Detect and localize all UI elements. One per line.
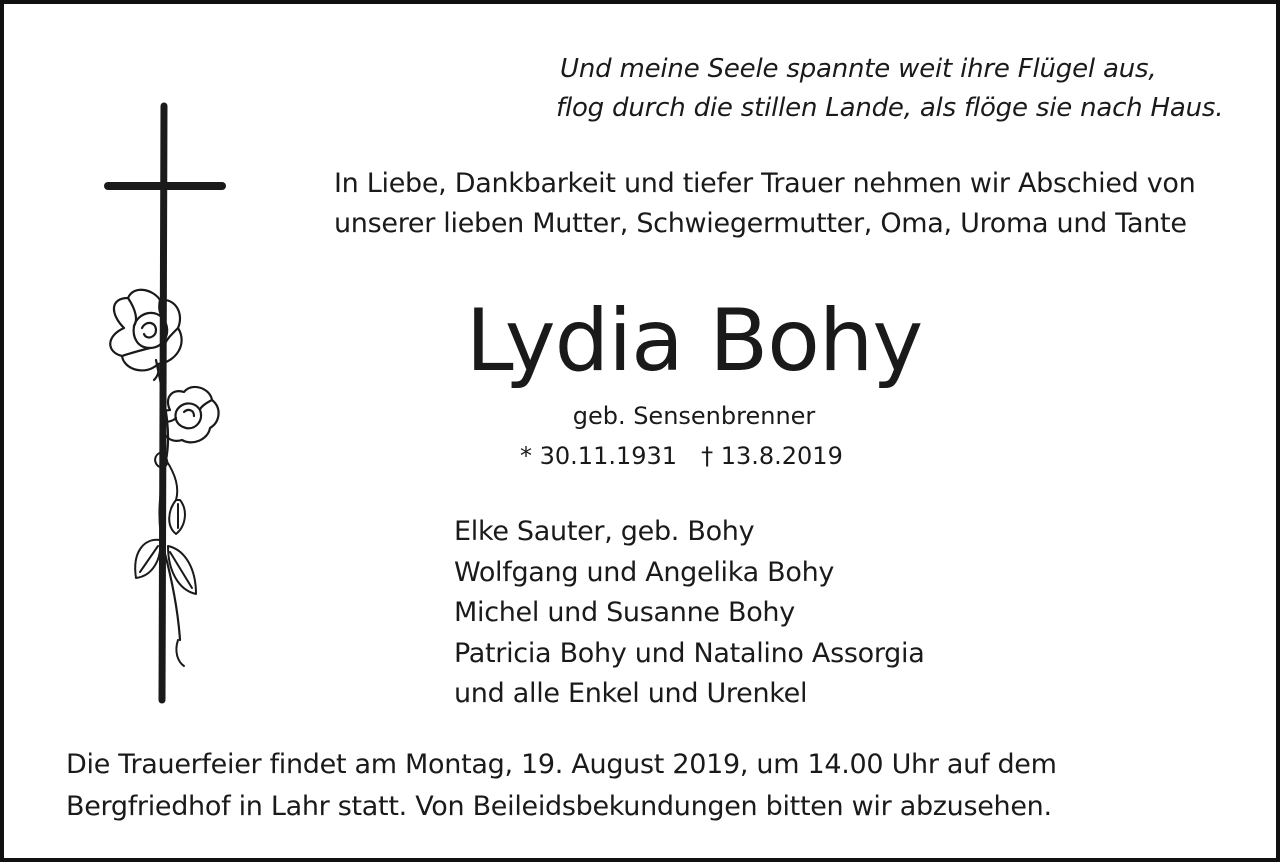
birth-date: 30.11.1931 bbox=[539, 442, 678, 470]
service-line-1: Die Trauerfeier findet am Montag, 19. August 2019, um 14.00 Uhr auf dem bbox=[66, 749, 1057, 780]
quote-line-2: flog durch die stillen Lande, als flöge sie nach Haus. bbox=[556, 93, 1224, 123]
survivor-item: Michel und Susanne Bohy bbox=[454, 597, 795, 628]
survivor-item: Elke Sauter, geb. Bohy bbox=[454, 516, 755, 547]
death-symbol: † bbox=[701, 442, 714, 470]
memorial-quote bbox=[556, 50, 1224, 128]
death-date: 13.8.2019 bbox=[720, 442, 843, 470]
survivor-item: Patricia Bohy und Natalino Assorgia bbox=[454, 637, 925, 669]
deceased-name: Lydia Bohy bbox=[465, 291, 923, 391]
survivor-item: und alle Enkel und Urenkel bbox=[454, 678, 808, 709]
survivor-item: Wolfgang und Angelika Bohy bbox=[454, 556, 835, 588]
birth-name: geb. Sensenbrenner bbox=[572, 402, 816, 430]
quote-line-1: Und meine Seele spannte weit ihre Flügel aus, bbox=[560, 54, 1157, 84]
farewell-intro bbox=[334, 164, 1195, 244]
funeral-service-info bbox=[66, 744, 1057, 828]
intro-line-1: In Liebe, Dankbarkeit und tiefer Trauer nehmen wir Abschied von bbox=[334, 168, 1196, 199]
life-dates bbox=[520, 438, 843, 474]
service-line-2: Bergfriedhof in Lahr statt. Von Beileidsbekundungen bitten wir abzusehen. bbox=[66, 791, 1052, 822]
birth-symbol: * bbox=[520, 442, 532, 470]
survivors-list bbox=[454, 512, 924, 715]
intro-line-2: unserer lieben Mutter, Schwiegermutter, Oma, Uroma und Tante bbox=[334, 208, 1187, 239]
